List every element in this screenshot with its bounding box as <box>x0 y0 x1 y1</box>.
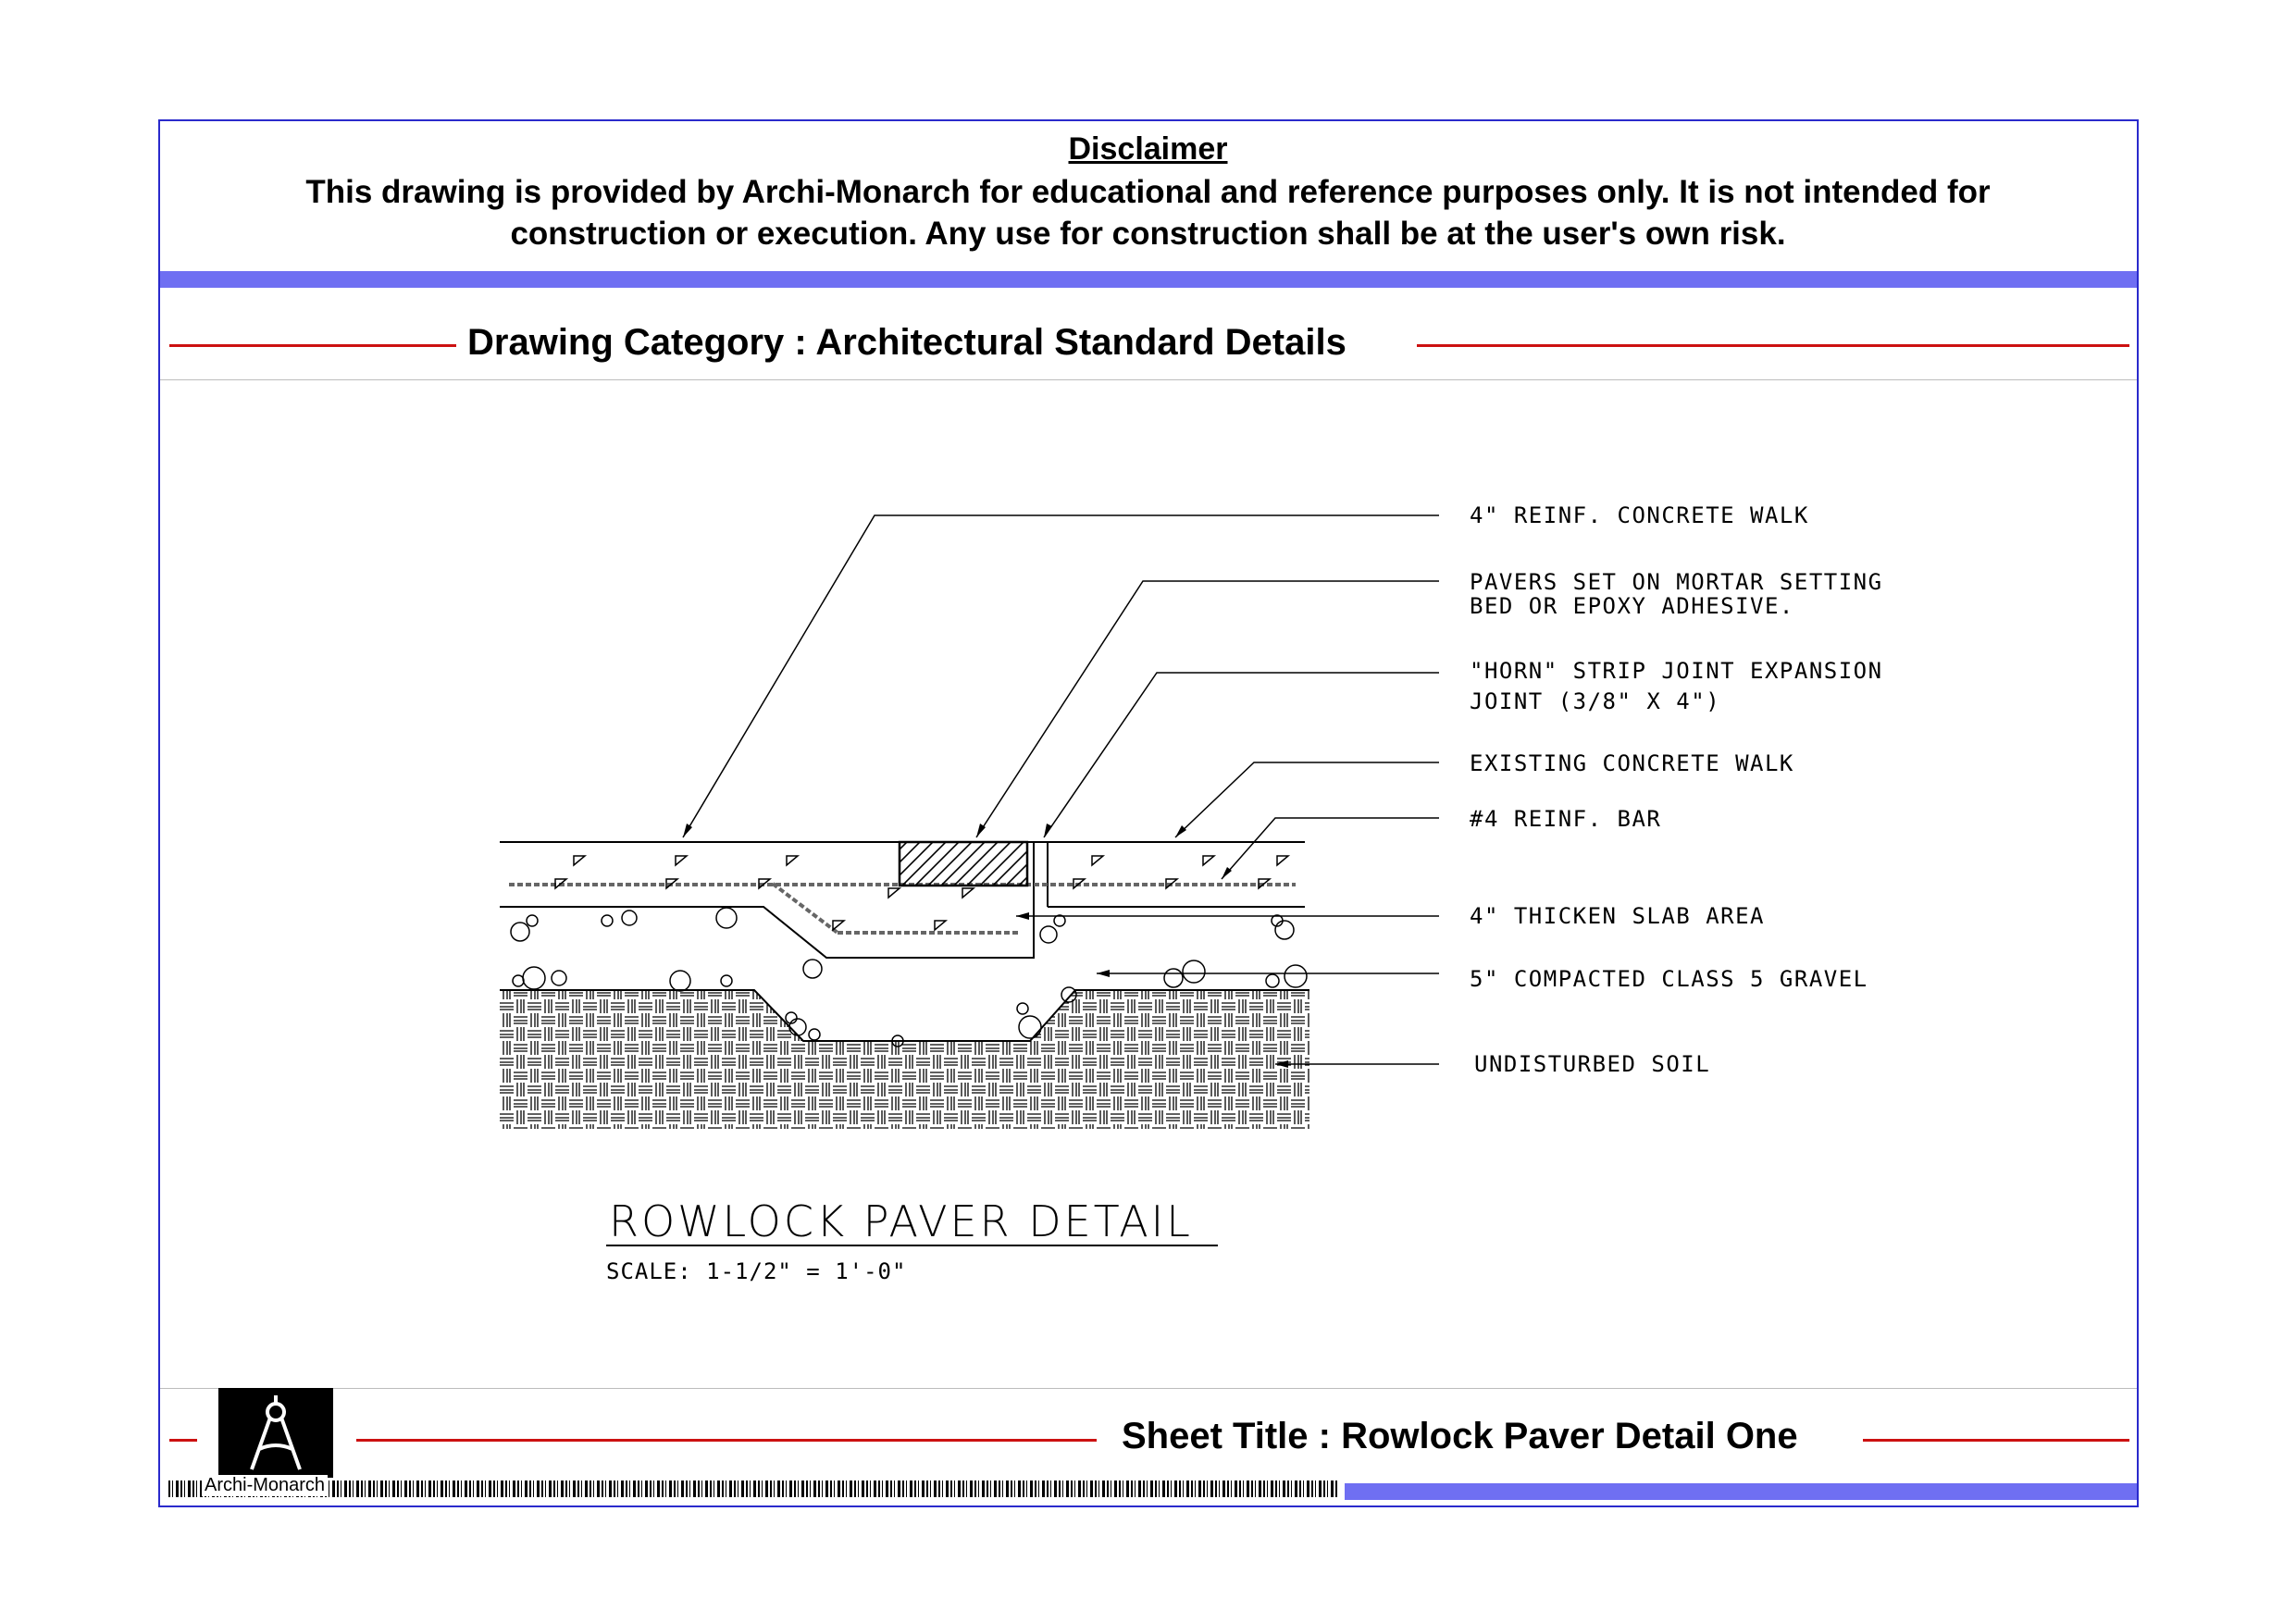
label-horn-strip-line2: JOINT (3/8" X 4") <box>1470 688 1721 714</box>
label-horn-strip-line1: "HORN" STRIP JOINT EXPANSION <box>1470 658 1883 684</box>
undisturbed-soil-hatch <box>500 985 1309 1129</box>
label-existing-walk: EXISTING CONCRETE WALK <box>1470 750 1794 776</box>
detail-title: ROWLOCK PAVER DETAIL <box>609 1196 1193 1246</box>
rowlock-paver <box>900 842 1027 886</box>
label-reinf-bar: #4 REINF. BAR <box>1470 806 1662 832</box>
drawing-category: Drawing Category : Architectural Standard Details <box>467 322 1347 363</box>
disclaimer-title: Disclaimer <box>1068 131 1228 167</box>
disclaimer-line-2: construction or execution. Any use for construction shall be at the user's own risk. <box>510 216 1786 252</box>
logo-text: Archi-Monarch <box>202 1475 328 1496</box>
footer-rule-left <box>169 1439 197 1442</box>
barcode-strip <box>168 1481 1339 1497</box>
sheet-title-rule-right <box>1863 1439 2129 1442</box>
label-pavers-line2: BED OR EPOXY ADHESIVE. <box>1470 593 1794 619</box>
compass-icon <box>218 1388 333 1478</box>
sheet-title: Sheet Title : Rowlock Paver Detail One <box>1122 1416 1798 1456</box>
label-undisturbed-soil: UNDISTURBED SOIL <box>1474 1051 1711 1077</box>
archi-monarch-logo <box>218 1388 333 1478</box>
label-reinf-concrete-walk: 4" REINF. CONCRETE WALK <box>1470 502 1809 528</box>
sheet-title-rule-left <box>356 1439 1097 1442</box>
label-gravel: 5" COMPACTED CLASS 5 GRAVEL <box>1470 966 1868 992</box>
disclaimer-line-1: This drawing is provided by Archi-Monarch for educational and reference purposes only. It is not intended for <box>305 174 1991 210</box>
label-pavers-line1: PAVERS SET ON MORTAR SETTING <box>1470 569 1883 595</box>
label-thicken-slab: 4" THICKEN SLAB AREA <box>1470 903 1765 929</box>
detail-scale: SCALE: 1-1/2" = 1'-0" <box>606 1258 907 1284</box>
footer-divider <box>160 1388 2137 1389</box>
bottom-accent-band <box>1345 1483 2137 1500</box>
